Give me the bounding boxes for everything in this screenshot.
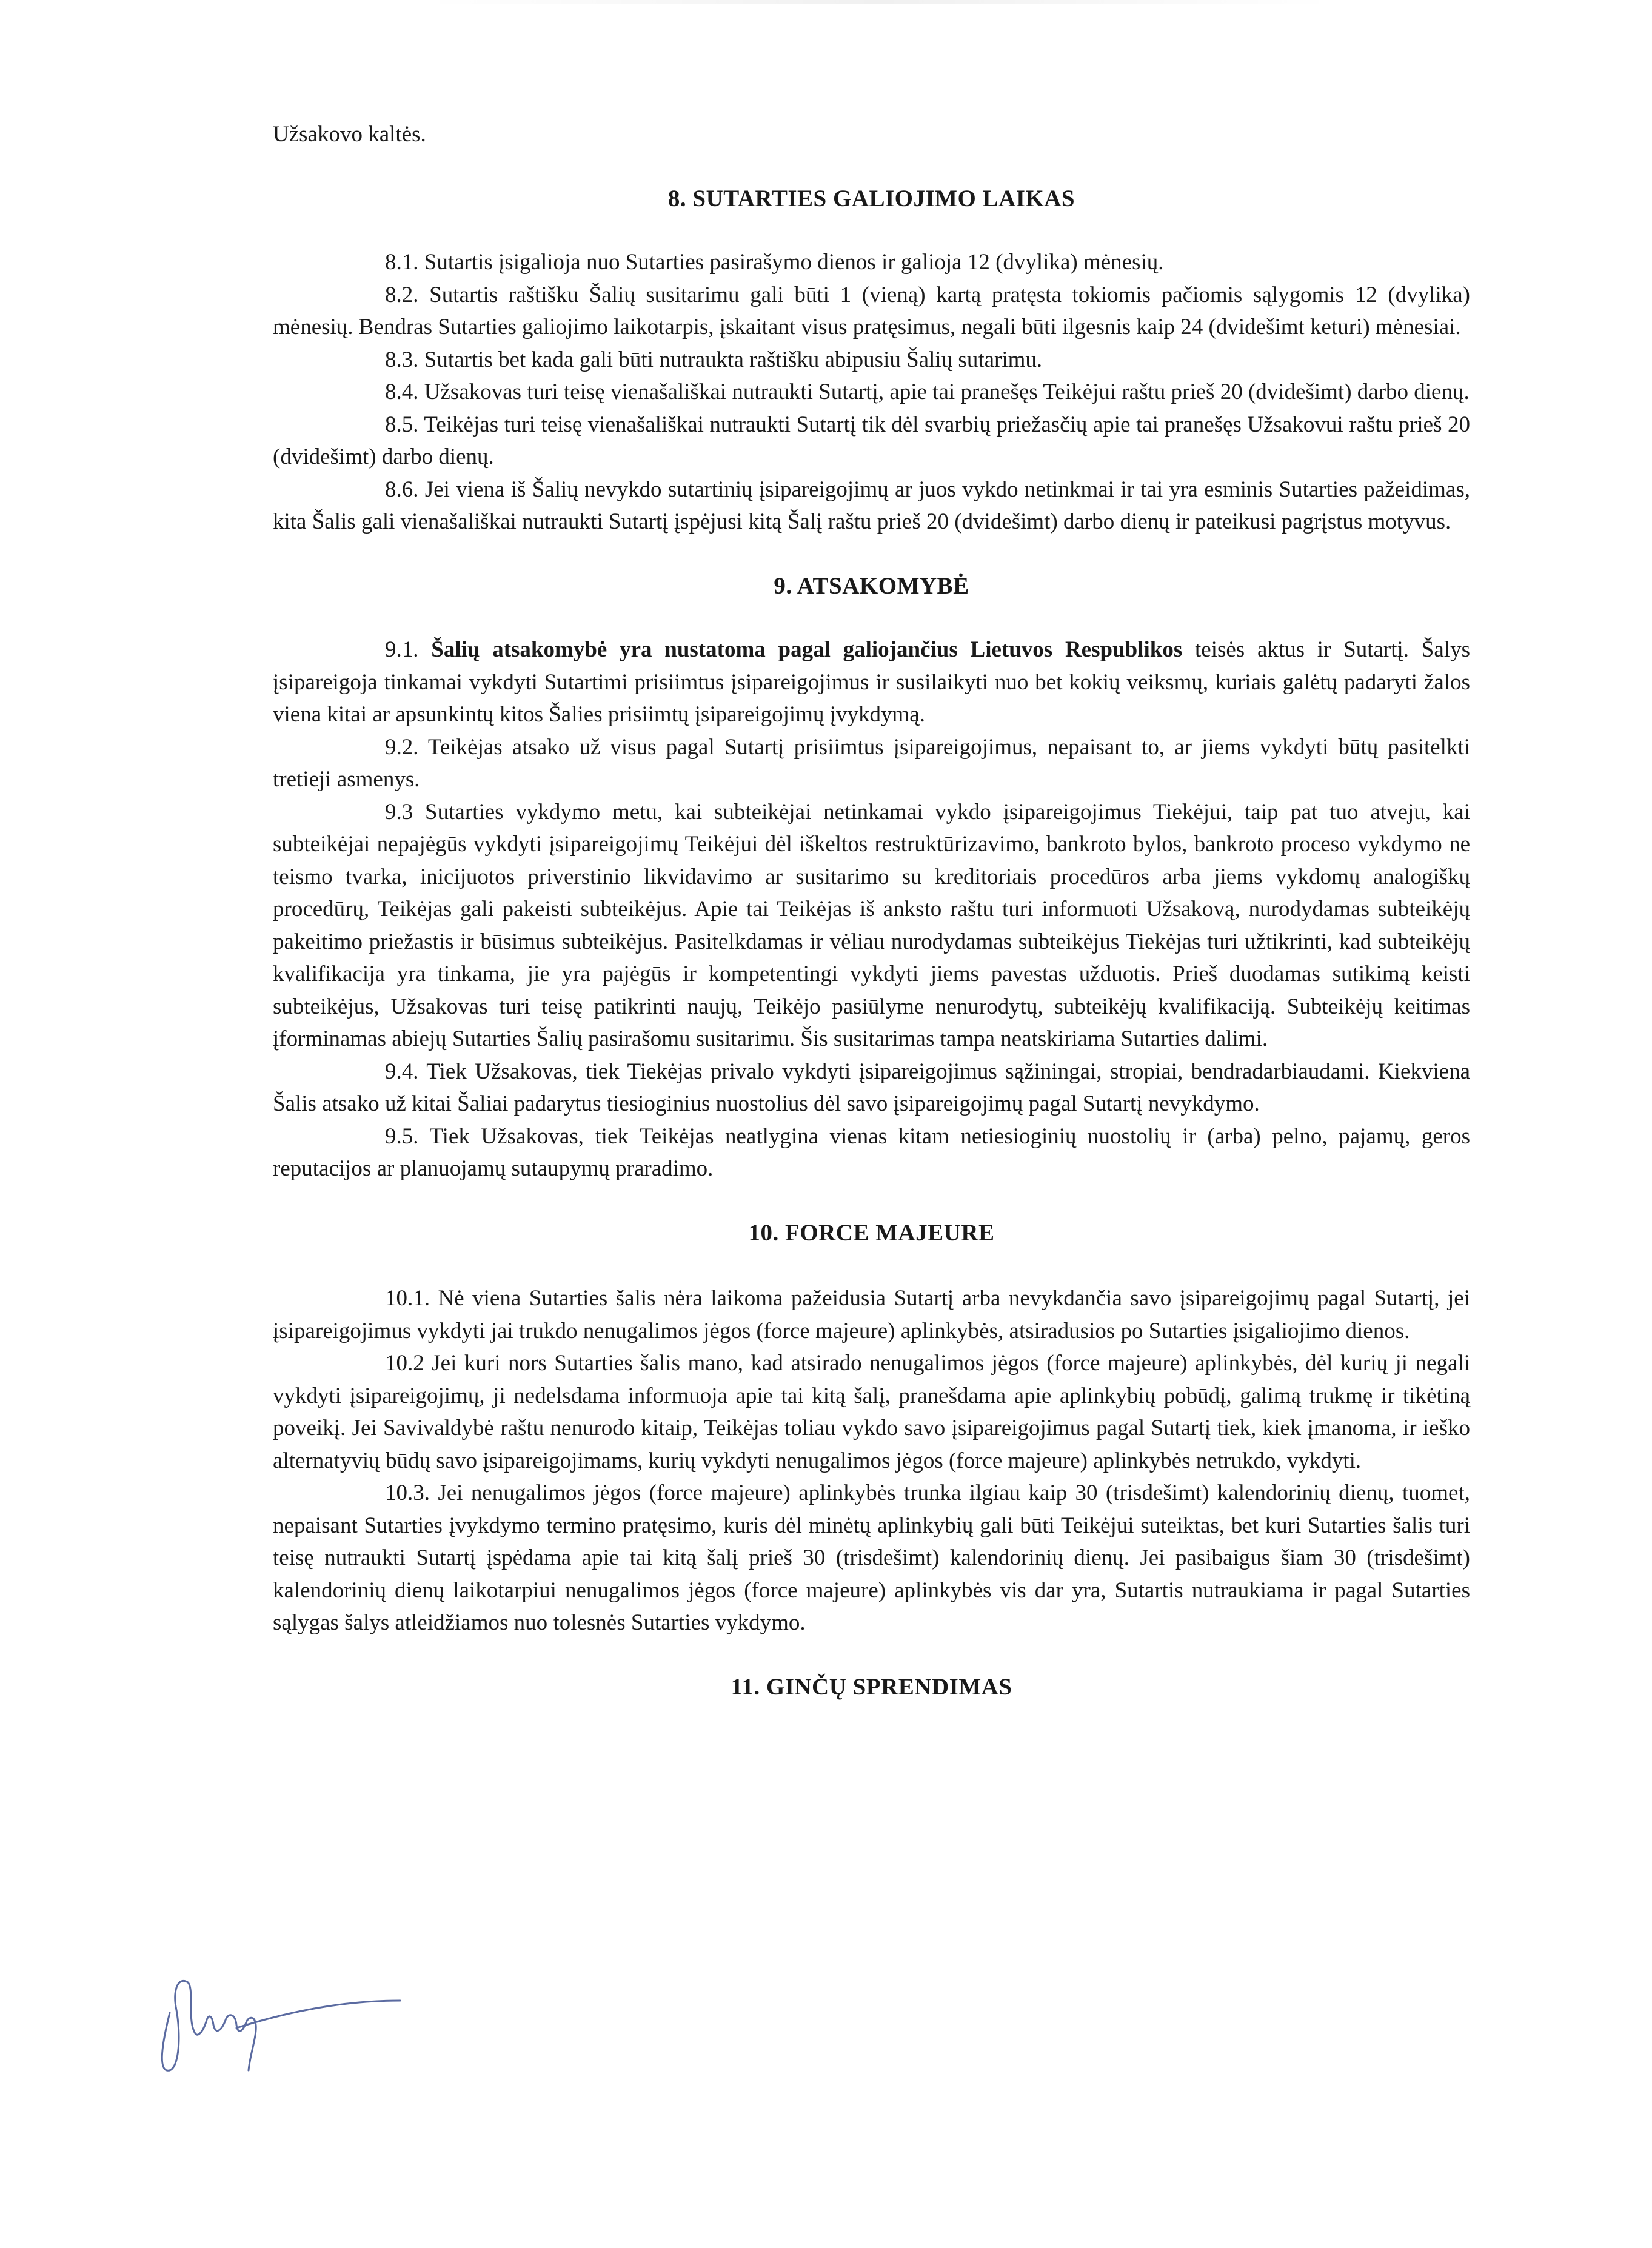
- clause-9-2: 9.2. Teikėjas atsako už visus pagal Sutartį prisiimtus įsipareigojimus, nepaisant to, ar jiems vykdyti būtų pasitelkti tretieji asmenys.: [273, 734, 1470, 792]
- clause-10-2: 10.2 Jei kuri nors Sutarties šalis mano, kad atsirado nenugalimos jėgos (force majeure) aplinkybės, dėl kurių ji negali vykdyti įsipareigojimų, ji nedelsdama informuoja apie tai kitą šalį, pranešdama apie aplinkybių pobūdį, galimą trukmę ir tikėtiną poveikį. Jei Savivaldybė raštu nenurodo kitaip, Teikėjas toliau vykdo savo įsipareigojimus pagal Sutartį tiek, kiek įmanoma, ir ieško alternatyvių būdų savo įsipareigojimams, kurių vykdyti nenugalimos jėgos (force majeure) aplinkybės netrukdo, vykdyti.: [273, 1351, 1470, 1473]
- section-9-heading: 9. ATSAKOMYBĖ: [774, 572, 969, 599]
- clause-8-4: 8.4. Užsakovas turi teisę vienašališkai nutraukti Sutartį, apie tai pranešęs Teikėjui raštu prieš 20 (dvidešimt) darbo dienų.: [385, 380, 1470, 404]
- section-10-heading: 10. FORCE MAJEURE: [748, 1219, 995, 1246]
- clause-9-5: 9.5. Tiek Užsakovas, tiek Teikėjas neatlygina vienas kitam netiesioginių nuostolių ir (arba) pelno, pajamų, geros reputacijos ar planuojamų sutaupymų praradimo.: [273, 1123, 1470, 1181]
- clause-9-1-bold: Šalių atsakomybė yra nustatoma pagal galiojančius Lietuvos Respublikos: [431, 637, 1183, 662]
- section-11-heading: 11. GINČŲ SPRENDIMAS: [731, 1673, 1012, 1700]
- clause-9-3: 9.3 Sutarties vykdymo metu, kai subteikėjai netinkamai vykdo įsipareigojimus Tiekėjui, taip pat tuo atveju, kai subteikėjai nepajėgūs vykdyti įsipareigojimų Teikėjui dėl iškeltos restruktūrizavimo, bankroto bylos, bankroto proceso vykdymo ne teismo tvarka, inicijuotos priverstinio likvidavimo ar susitarimo su kreditoriais procedūros arba jiems vykdomų analogiškų procedūrų, Teikėjas gali pakeisti subteikėjus. Apie tai Teikėjas iš anksto raštu turi informuoti Užsakovą, nurodydamas subteikėjų pakeitimo priežastis ir būsimus subteikėjus. Pasitelkdamas ir vėliau nurodydamas subteikėjus Tiekėjas turi užtikrinti, kad subteikėjų kvalifikacija yra tinkama, jie yra pajėgūs ir kompetentingi vykdyti jiems pavestas užduotis. Prieš duodamas sutikimą keisti subteikėjus, Užsakovas turi teisę patikrinti naujų, Teikėjo pasiūlyme nenurodytų, subteikėjų kvalifikaciją. Subteikėjų keitimas įforminamas abiejų Sutarties Šalių pasirašomu susitarimu. Šis susitarimas tampa neatskiriama Sutarties dalimi.: [273, 799, 1470, 1051]
- top-fragment: Užsakovo kaltės.: [273, 122, 426, 147]
- clause-8-6: 8.6. Jei viena iš Šalių nevykdo sutartinių įsipareigojimų ar juos vykdo netinkmai ir tai yra esminis Sutarties pažeidimas, kita Šalis gali vienašališkai nutraukti Sutartį įspėjusi kitą Šalį raštu prieš 20 (dvidešimt) darbo dienų ir pateikusi pagrįstus motyvus.: [273, 477, 1470, 534]
- clause-9-1: [273, 634, 1470, 731]
- document-page: [273, 118, 1470, 1703]
- clause-8-3: 8.3. Sutartis bet kada gali būti nutraukta raštišku abipusiu Šalių sutarimu.: [385, 347, 1043, 372]
- clause-10-3: 10.3. Jei nenugalimos jėgos (force majeure) aplinkybės trunka ilgiau kaip 30 (trisdešimt) kalendorinių dienų, tuomet, nepaisant Sutarties įvykdymo termino pratęsimo, kuris dėl minėtų aplinkybių gali būti Teikėjui suteiktas, bet kuri Sutarties šalis turi teisę nutraukti Sutartį įspėdama apie tai kitą šalį prieš 30 (trisdešimt) kalendorinių dienų. Jei pasibaigus šiam 30 (trisdešimt) kalendorinių dienų laikotarpiui nenugalimos jėgos (force majeure) aplinkybės vis dar yra, Sutartis nutraukiama ir pagal Sutarties sąlygas šalys atleidžiamos nuo tolesnės Sutarties vykdymo.: [273, 1480, 1470, 1635]
- clause-10-1: 10.1. Nė viena Sutarties šalis nėra laikoma pažeidusia Sutartį arba nevykdančia savo įsipareigojimų pagal Sutartį, jei įsipareigojimus vykdyti jai trukdo nenugalimos jėgos (force majeure) aplinkybės, atsiradusios po Sutarties įsigaliojimo dienos.: [273, 1286, 1470, 1343]
- section-8-heading: 8. SUTARTIES GALIOJIMO LAIKAS: [667, 185, 1075, 212]
- clause-8-5: 8.5. Teikėjas turi teisę vienašališkai nutraukti Sutartį tik dėl svarbių priežasčių apie tai pranešęs Užsakovui raštu prieš 20 (dvidešimt) darbo dienų.: [273, 412, 1470, 469]
- scan-edge-shadow: [424, 0, 1334, 4]
- clause-8-1: 8.1. Sutartis įsigalioja nuo Sutarties pasirašymo dienos ir galioja 12 (dvylika) mėnesių.: [385, 250, 1164, 275]
- signature-stroke: [162, 1981, 400, 2070]
- clause-8-2: 8.2. Sutartis raštišku Šalių susitarimu gali būti 1 (vieną) kartą pratęsta tokiomis pačiomis sąlygomis 12 (dvylika) mėnesių. Bendras Sutarties galiojimo laikotarpis, įskaitant visus pratęsimus, negali būti ilgesnis kaip 24 (dvidešimt keturi) mėnesiai.: [273, 282, 1470, 340]
- clause-9-1-rest: teisės aktus ir Sutartį. Šalys įsipareigoja tinkamai vykdyti Sutartimi prisiimtus įsipareigojimus ir susilaikyti nuo bet kokių veiksmų, kuriais galėtų padaryti žalos viena kitai ar apsunkintų kitos Šalies prisiimtų įsipareigojimų įvykdymą.: [273, 637, 1470, 727]
- handwritten-signature: [145, 1964, 412, 2098]
- clause-9-4: 9.4. Tiek Užsakovas, tiek Tiekėjas privalo vykdyti įsipareigojimus sąžiningai, stropiai, bendradarbiaudami. Kiekviena Šalis atsako už kitai Šaliai padarytus tiesioginius nuostolius dėl savo įsipareigojimų pagal Sutartį nevykdymo.: [273, 1059, 1470, 1116]
- clause-9-1-number: 9.1.: [385, 637, 432, 662]
